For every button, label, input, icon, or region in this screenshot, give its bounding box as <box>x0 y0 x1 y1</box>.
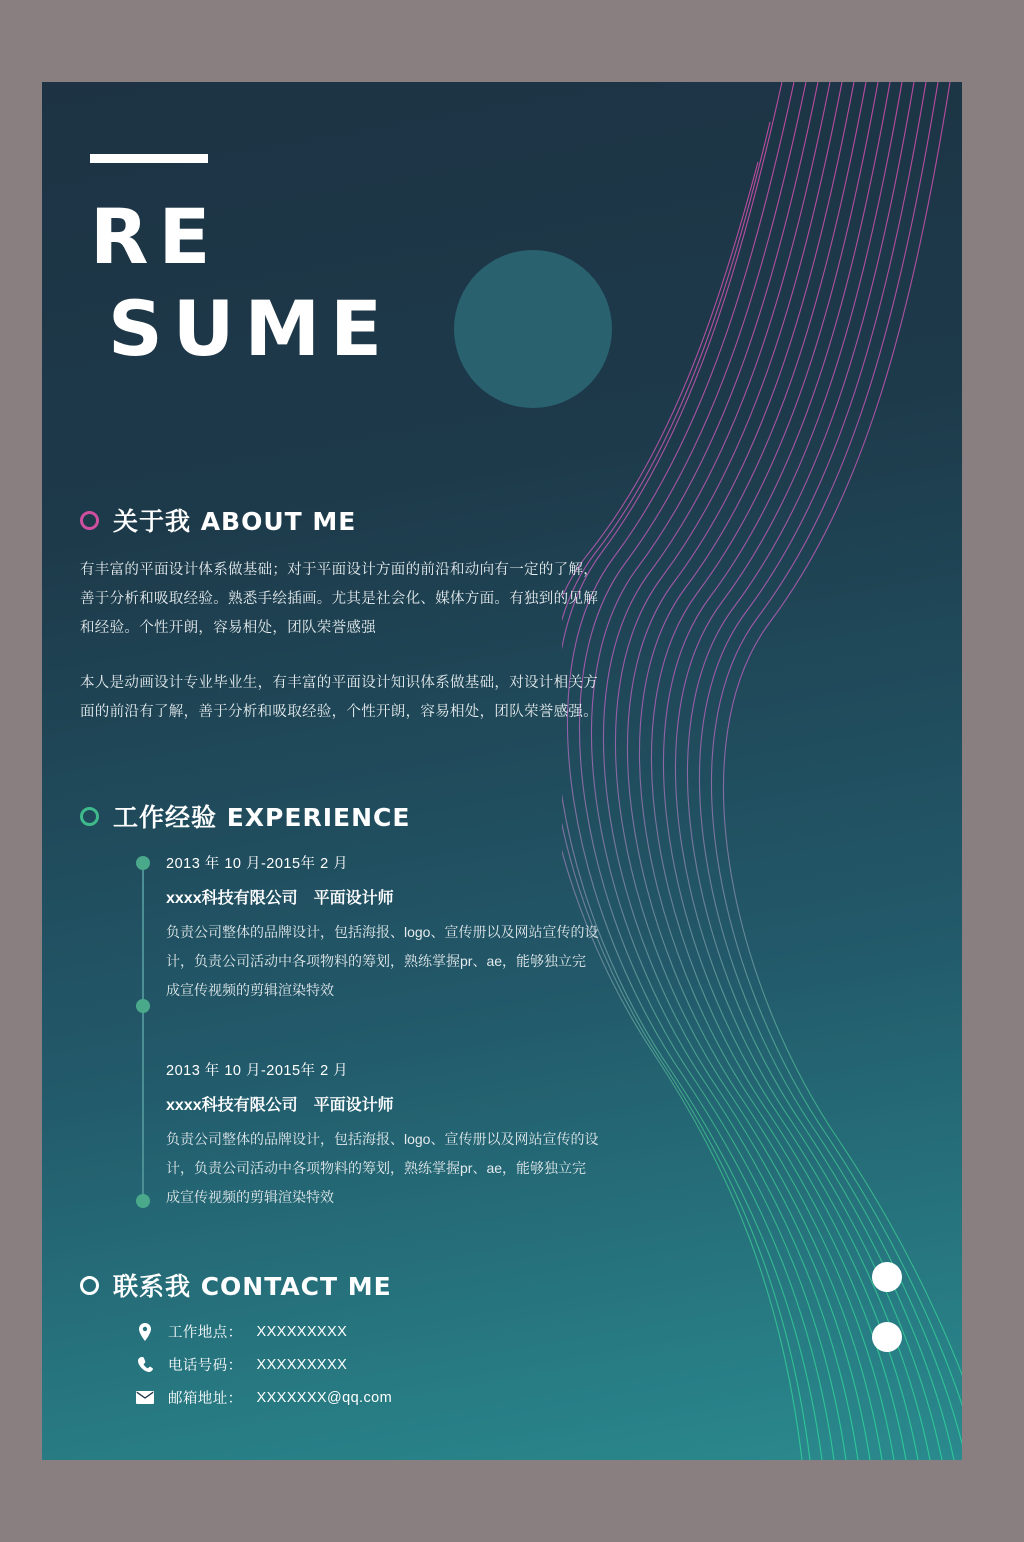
experience-timeline <box>136 852 600 1212</box>
contact-location-value: XXXXXXXXX <box>256 1323 348 1340</box>
decorative-dot-upper <box>872 1262 902 1292</box>
location-pin-icon <box>136 1323 154 1341</box>
title-line-2: SUME <box>108 284 392 373</box>
circle-ring-icon <box>80 807 99 826</box>
envelope-icon <box>136 1389 154 1407</box>
about-me-paragraph-2: 本人是动画设计专业毕业生，有丰富的平面设计知识体系做基础，对设计相关方面的前沿有了解，善于分析和吸取经验，个性开朗，容易相处，团队荣誉感强。 <box>80 675 598 720</box>
circle-ring-icon <box>80 511 99 530</box>
contact-phone-label: 电话号码： <box>168 1358 243 1374</box>
section-contact-me <box>80 1267 600 1420</box>
decorative-circle <box>454 250 612 408</box>
timeline-dot-icon <box>136 856 150 870</box>
contact-row-phone <box>136 1354 600 1375</box>
experience-title: 工作经验 EXPERIENCE <box>113 803 411 832</box>
resume-title-block <box>90 154 392 375</box>
timeline-dot-icon <box>136 999 150 1013</box>
experience-date: 2013 年 10 月-2015年 2 月 <box>166 856 349 872</box>
contact-row-email <box>136 1387 600 1408</box>
experience-heading <box>80 798 600 834</box>
experience-role: xxxx科技有限公司 平面设计师 <box>166 890 394 907</box>
contact-me-title: 联系我 CONTACT ME <box>113 1272 392 1301</box>
section-about-me <box>80 502 600 727</box>
about-me-title: 关于我 ABOUT ME <box>113 507 357 536</box>
contact-phone-value: XXXXXXXXX <box>256 1356 348 1373</box>
decorative-dot-lower <box>872 1322 902 1352</box>
contact-row-location <box>136 1321 600 1342</box>
phone-icon <box>136 1356 154 1374</box>
experience-date: 2013 年 10 月-2015年 2 月 <box>166 1063 349 1079</box>
about-me-heading <box>80 502 600 538</box>
contact-email-label: 邮箱地址： <box>168 1391 243 1407</box>
about-me-paragraph-1: 有丰富的平面设计体系做基础；对于平面设计方面的前沿和动向有一定的了解，善于分析和吸取经验。熟悉手绘插画。尤其是社会化、媒体方面。有独到的见解和经验。个性开朗，容易相处，团队荣誉感强 <box>80 562 598 636</box>
experience-description: 负责公司整体的品牌设计，包括海报、logo、宣传册以及网站宣传的设计，负责公司活动中各项物料的筹划，熟练掌握pr、ae，能够独立完成宣传视频的剪辑渲染特效 <box>166 1131 599 1205</box>
contact-list <box>136 1321 600 1408</box>
experience-item <box>166 1059 600 1212</box>
contact-location-label: 工作地点： <box>168 1325 243 1341</box>
experience-item <box>166 852 600 1005</box>
resume-poster <box>42 82 962 1460</box>
contact-me-heading <box>80 1267 600 1303</box>
decorative-line-art <box>562 82 962 1460</box>
experience-role: xxxx科技有限公司 平面设计师 <box>166 1097 394 1114</box>
timeline-dot-icon <box>136 1194 150 1208</box>
title-rule <box>90 154 208 163</box>
title-line-1: RE <box>90 192 221 281</box>
section-experience <box>80 798 600 1212</box>
contact-email-value: XXXXXXX@qq.com <box>256 1389 393 1406</box>
experience-description: 负责公司整体的品牌设计，包括海报、logo、宣传册以及网站宣传的设计，负责公司活动中各项物料的筹划，熟练掌握pr、ae，能够独立完成宣传视频的剪辑渲染特效 <box>166 924 599 998</box>
circle-ring-icon <box>80 1276 99 1295</box>
